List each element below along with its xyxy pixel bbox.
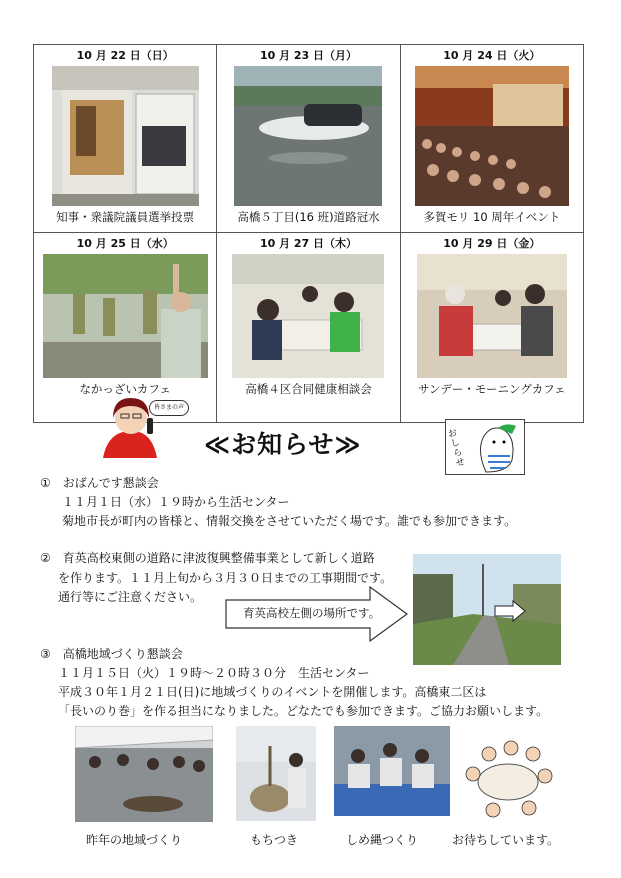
item2-line3: 通行等にご注意ください。: [58, 590, 203, 604]
event-date: 10 月 22 日（日）: [76, 49, 174, 62]
event-caption: なかっざいカフェ: [79, 382, 171, 396]
event-cell-2: [217, 45, 400, 233]
item3-line2: 平成３０年１月２１日(日)に地域づくりのイベントを開催します。高橋東二区は: [58, 685, 487, 699]
morning-cafe-photo: [417, 254, 567, 378]
bottom-caption: しめ縄つくり: [346, 833, 419, 847]
event-caption: 高橋５丁目(16 班)道路冠水: [237, 210, 380, 224]
event-caption: 多賀モリ 10 周年イベント: [423, 210, 561, 224]
event-cell-6: [400, 233, 583, 423]
road-site-photo: [413, 554, 561, 665]
item3-heading: ③ 高橋地域づくり懇談会: [40, 647, 183, 661]
item2-heading: ② 育英高校東側の道路に津波復興整備事業として新しく道路: [40, 551, 375, 565]
item3-line3: 「長いのり巻」を作る担当になりました。どなたでも参加できます。ご協力お願いします。: [58, 704, 549, 718]
event-cell-1: [34, 45, 217, 233]
event-caption: 高橋４区合同健康相談会: [245, 382, 372, 396]
event-caption: サンデー・モーニングカフェ: [417, 382, 566, 396]
event-date: 10 月 25 日（水）: [76, 237, 174, 250]
item2-line2: を作ります。１１月上旬から３月３０日までの工事期間です。: [58, 571, 393, 585]
community-event-photo: [75, 726, 213, 822]
notice-title: ≪お知らせ≫: [204, 430, 362, 459]
bottom-caption: 昨年の地域づくり: [86, 833, 183, 847]
bottom-caption: お待ちしています。: [452, 833, 560, 847]
event-date: 10 月 27 日（木）: [259, 237, 358, 250]
voting-station-photo: [52, 66, 199, 206]
voice-speech-bubble: 皆さまの声: [149, 400, 189, 416]
event-caption: 知事・衆議院議員選挙投票: [56, 210, 195, 224]
event-date: 10 月 29 日（金）: [443, 237, 541, 250]
anniversary-event-photo: [415, 66, 569, 206]
event-cell-5: [217, 233, 400, 423]
item3-schedule: １１月１５日（火）１９時～２０時３０分 生活センター: [58, 666, 370, 680]
health-consultation-photo: [232, 254, 384, 378]
arrow-label: 育英高校左側の場所です。: [243, 606, 381, 620]
event-photo-table: [33, 44, 584, 423]
mochi-pounding-photo: [236, 726, 316, 821]
item1-heading: ① おばんです懇談会: [40, 476, 159, 490]
event-date: 10 月 24 日（火）: [443, 49, 541, 62]
mascot-notice-box: [445, 419, 525, 475]
item1-schedule: １１月１日（水）１９時から生活センター: [62, 495, 290, 509]
item1-description: 菊地市長が町内の皆様と、情報交換をさせていただく場です。誰でも参加できます。: [62, 514, 517, 528]
straw-rope-photo: [334, 726, 450, 816]
road-flooding-photo: [234, 66, 382, 206]
welcome-illustration: [463, 734, 553, 824]
event-date: 10 月 23 日（月）: [259, 49, 358, 62]
mascot-label: おしらせ: [447, 428, 467, 470]
event-cell-3: [400, 45, 583, 233]
cafe-exercise-photo: [43, 254, 208, 378]
bottom-caption: もちつき: [250, 833, 298, 847]
